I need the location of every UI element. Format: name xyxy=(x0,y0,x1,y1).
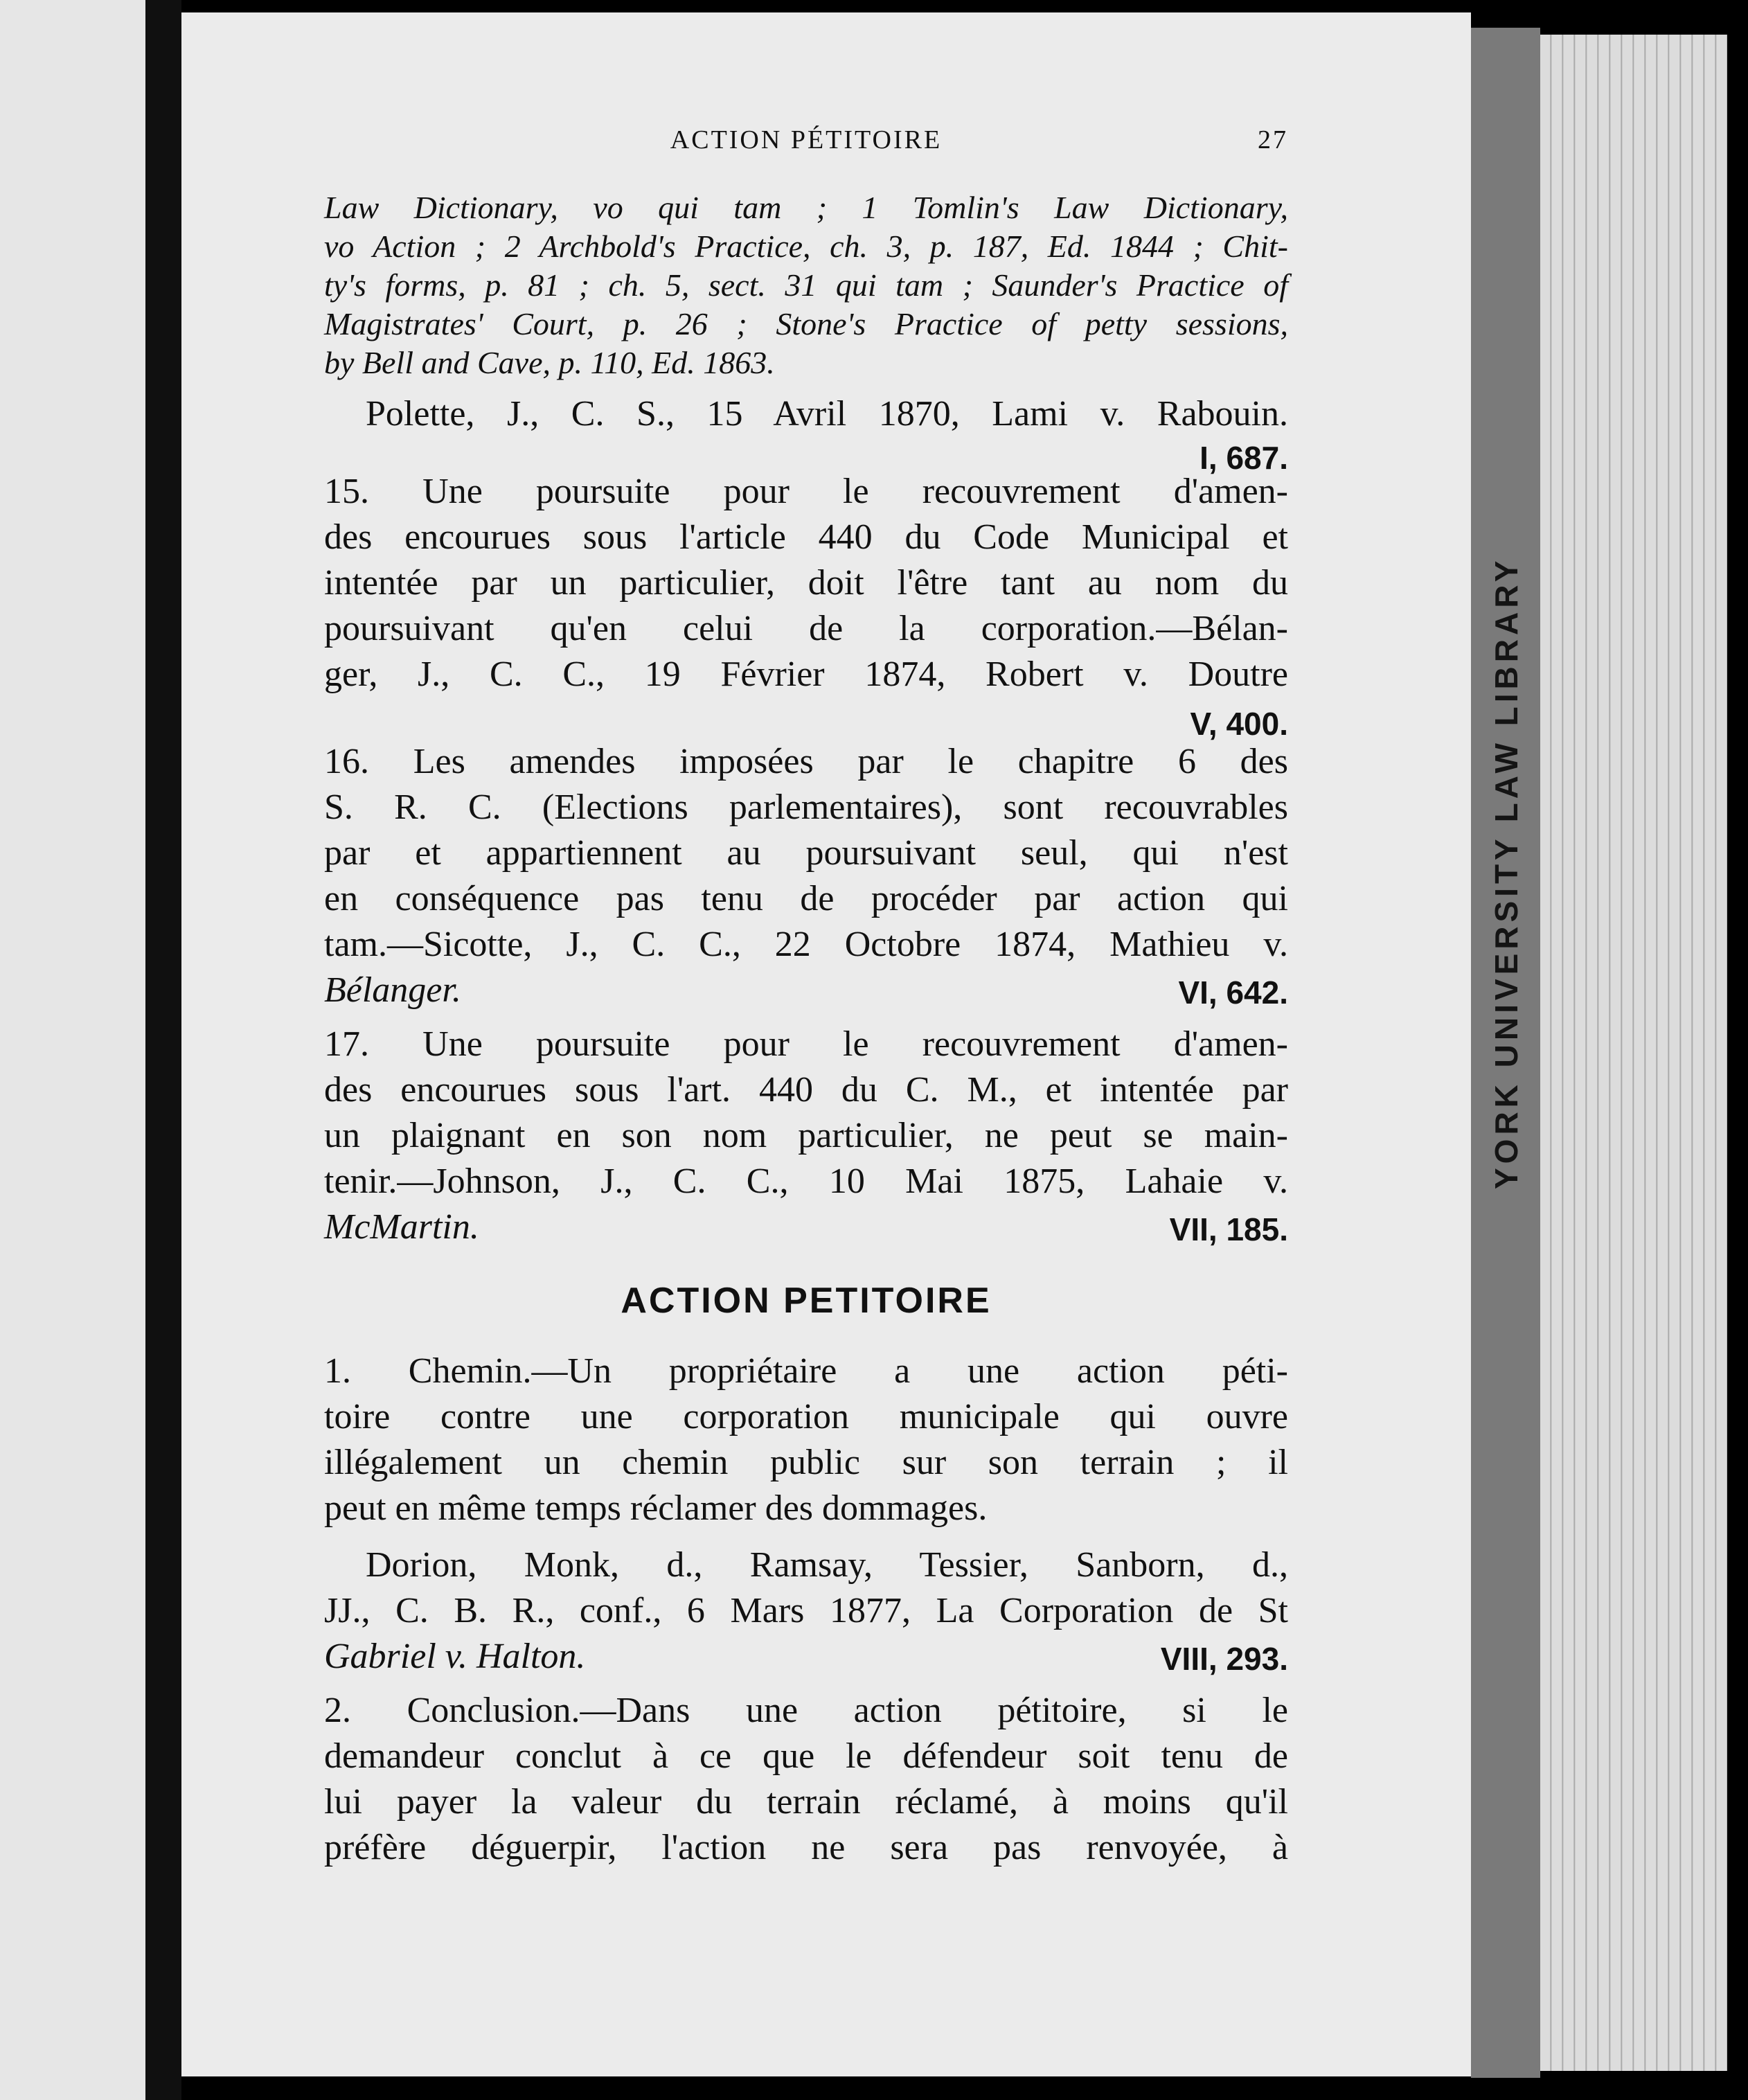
citation-line: Law Dictionary, vo qui tam ; 1 Tomlin's Law Dictionary, xyxy=(324,190,1288,225)
volume-reference: VIII, 293. xyxy=(1160,1641,1288,1677)
s1-line: 1. Chemin.—Un propriétaire a une action péti- xyxy=(324,1351,1288,1391)
s1-line: JJ., C. B. R., conf., 6 Mars 1877, La Corporation de St xyxy=(324,1591,1288,1630)
decision-citation: Polette, J., C. S., 15 Avril 1870, Lami v. Rabouin. xyxy=(366,394,1288,434)
item-17-line: un plaignant en son nom particulier, ne peut se main- xyxy=(324,1116,1288,1155)
s1-line: peut en même temps réclamer des dommages. xyxy=(324,1488,988,1528)
item-17-line: 17. Une poursuite pour le recouvrement d'amen- xyxy=(324,1024,1288,1064)
s1-line: toire contre une corporation municipale qui ouvre xyxy=(324,1397,1288,1436)
s2-line: préfère déguerpir, l'action ne sera pas renvoyée, à xyxy=(324,1828,1288,1867)
s2-line: lui payer la valeur du terrain réclamé, à moins qu'il xyxy=(324,1782,1288,1822)
page-text xyxy=(324,0,1288,2100)
volume-reference: VII, 185. xyxy=(1169,1211,1288,1247)
citation-line: ty's forms, p. 81 ; ch. 5, sect. 31 qui tam ; Saunder's Practice of xyxy=(324,267,1288,303)
volume-reference: V, 400. xyxy=(1190,706,1288,742)
item-17-line: tenir.—Johnson, J., C. C., 10 Mai 1875, Lahaie v. xyxy=(324,1162,1288,1201)
page-edges xyxy=(1540,35,1727,2071)
citation-line: vo Action ; 2 Archbold's Practice, ch. 3, p. 187, Ed. 1844 ; Chit- xyxy=(324,229,1288,264)
citation-line: by Bell and Cave, p. 110, Ed. 1863. xyxy=(324,345,775,380)
item-17-line: des encourues sous l'art. 440 du C. M., et intentée par xyxy=(324,1070,1288,1110)
right-margin xyxy=(1727,0,1748,2100)
item-16-line: Bélanger. xyxy=(324,970,461,1010)
citation-line: Magistrates' Court, p. 26 ; Stone's Practice of petty sessions, xyxy=(324,306,1288,341)
item-15-line: des encourues sous l'article 440 du Code Municipal et xyxy=(324,517,1288,557)
item-16-line: tam.—Sicotte, J., C. C., 22 Octobre 1874, Mathieu v. xyxy=(324,925,1288,964)
volume-reference: VI, 642. xyxy=(1178,975,1288,1011)
item-15-line: 15. Une poursuite pour le recouvrement d'amen- xyxy=(324,472,1288,511)
item-15-line: intentée par un particulier, doit l'être tant au nom du xyxy=(324,563,1288,603)
s1-line: illégalement un chemin public sur son terrain ; il xyxy=(324,1443,1288,1482)
s1-line: Dorion, Monk, d., Ramsay, Tessier, Sanborn, d., xyxy=(366,1545,1288,1585)
running-header xyxy=(324,125,1288,159)
page-number: 27 xyxy=(1258,125,1288,154)
running-title: ACTION PÉTITOIRE xyxy=(670,125,943,154)
gutter xyxy=(145,0,181,2100)
section-heading: ACTION PETITOIRE xyxy=(621,1281,992,1321)
item-17-line: McMartin. xyxy=(324,1207,479,1247)
item-16-line: par et appartiennent au poursuivant seul, qui n'est xyxy=(324,833,1288,873)
item-16-line: 16. Les amendes imposées par le chapitre 6 des xyxy=(324,742,1288,781)
item-15-line: poursuivant qu'en celui de la corporation.—Bélan- xyxy=(324,609,1288,648)
library-stamp: YORK UNIVERSITY LAW LIBRARY xyxy=(1488,556,1524,1189)
volume-reference: I, 687. xyxy=(1199,440,1288,476)
item-16-line: S. R. C. (Elections parlementaires), sont recouvrables xyxy=(324,788,1288,827)
left-page-edge xyxy=(0,0,145,2100)
s1-line: Gabriel v. Halton. xyxy=(324,1637,586,1676)
s2-line: 2. Conclusion.—Dans une action pétitoire, si le xyxy=(324,1691,1288,1730)
s2-line: demandeur conclut à ce que le défendeur soit tenu de xyxy=(324,1736,1288,1776)
item-15-line: ger, J., C. C., 19 Février 1874, Robert v. Doutre xyxy=(324,655,1288,694)
item-16-line: en conséquence pas tenu de procéder par action qui xyxy=(324,879,1288,918)
